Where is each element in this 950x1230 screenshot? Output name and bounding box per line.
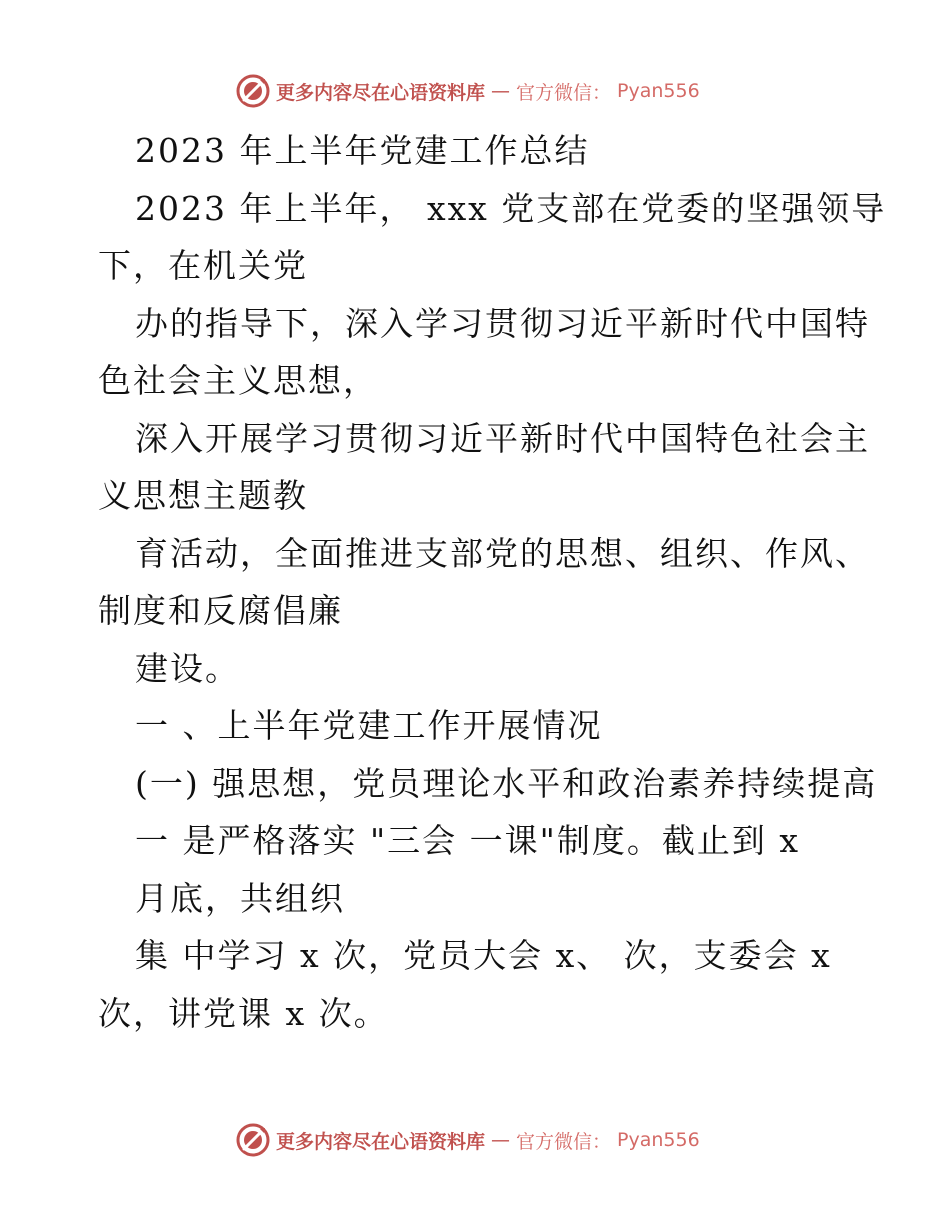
paragraph-line: 制度和反腐倡廉 — [98, 591, 343, 630]
subsection-heading: (一) 强思想，党员理论水平和政治素养持续提高 — [135, 763, 878, 803]
paragraph-line: 育活动，全面推进支部党的思想、组织、作风、 — [135, 533, 870, 573]
watermark-account: Pyan556 — [617, 1129, 700, 1151]
watermark-official-label: 官方微信： — [516, 81, 612, 104]
watermark-separator: — — [491, 1129, 511, 1151]
paragraph-line: 办的指导下，深入学习贯彻习近平新时代中国特 — [135, 303, 870, 343]
footer-watermark — [236, 1122, 700, 1158]
section-heading: 一 、上半年党建工作开展情况 — [135, 706, 603, 745]
document-body — [98, 122, 887, 1042]
watermark-text: 更多内容尽在心语资料库 — [276, 81, 486, 104]
watermark-official-label: 官方微信： — [516, 1130, 612, 1153]
paragraph-line: 集 中学习 x 次，党员大会 x、 次，支委会 x — [135, 936, 832, 975]
paragraph-line: 色社会主义思想， — [98, 361, 378, 400]
watermark-separator: — — [491, 80, 511, 102]
paragraph-line: 建设。 — [135, 648, 240, 688]
watermark-text: 更多内容尽在心语资料库 — [276, 1130, 486, 1153]
paragraph-line: 深入开展学习贯彻习近平新时代中国特色社会主 — [135, 418, 870, 458]
watermark-account: Pyan556 — [617, 80, 700, 102]
header-watermark — [236, 73, 700, 109]
paragraph-line: 2023 年上半年， xxx 党支部在党委的坚强领导 — [135, 188, 887, 228]
paragraph-line: 下，在机关党 — [98, 246, 308, 285]
paragraph-line: 一 是严格落实 "三会 一课"制度。截止到 x — [135, 821, 800, 860]
paragraph-line: 次，讲党课 x 次。 — [98, 993, 389, 1033]
pen-logo-icon — [236, 1123, 270, 1157]
document-title: 2023 年上半年党建工作总结 — [135, 131, 590, 170]
pen-logo-icon — [236, 74, 270, 108]
paragraph-line: 义思想主题教 — [98, 476, 308, 515]
paragraph-line: 月底，共组织 — [135, 878, 345, 918]
